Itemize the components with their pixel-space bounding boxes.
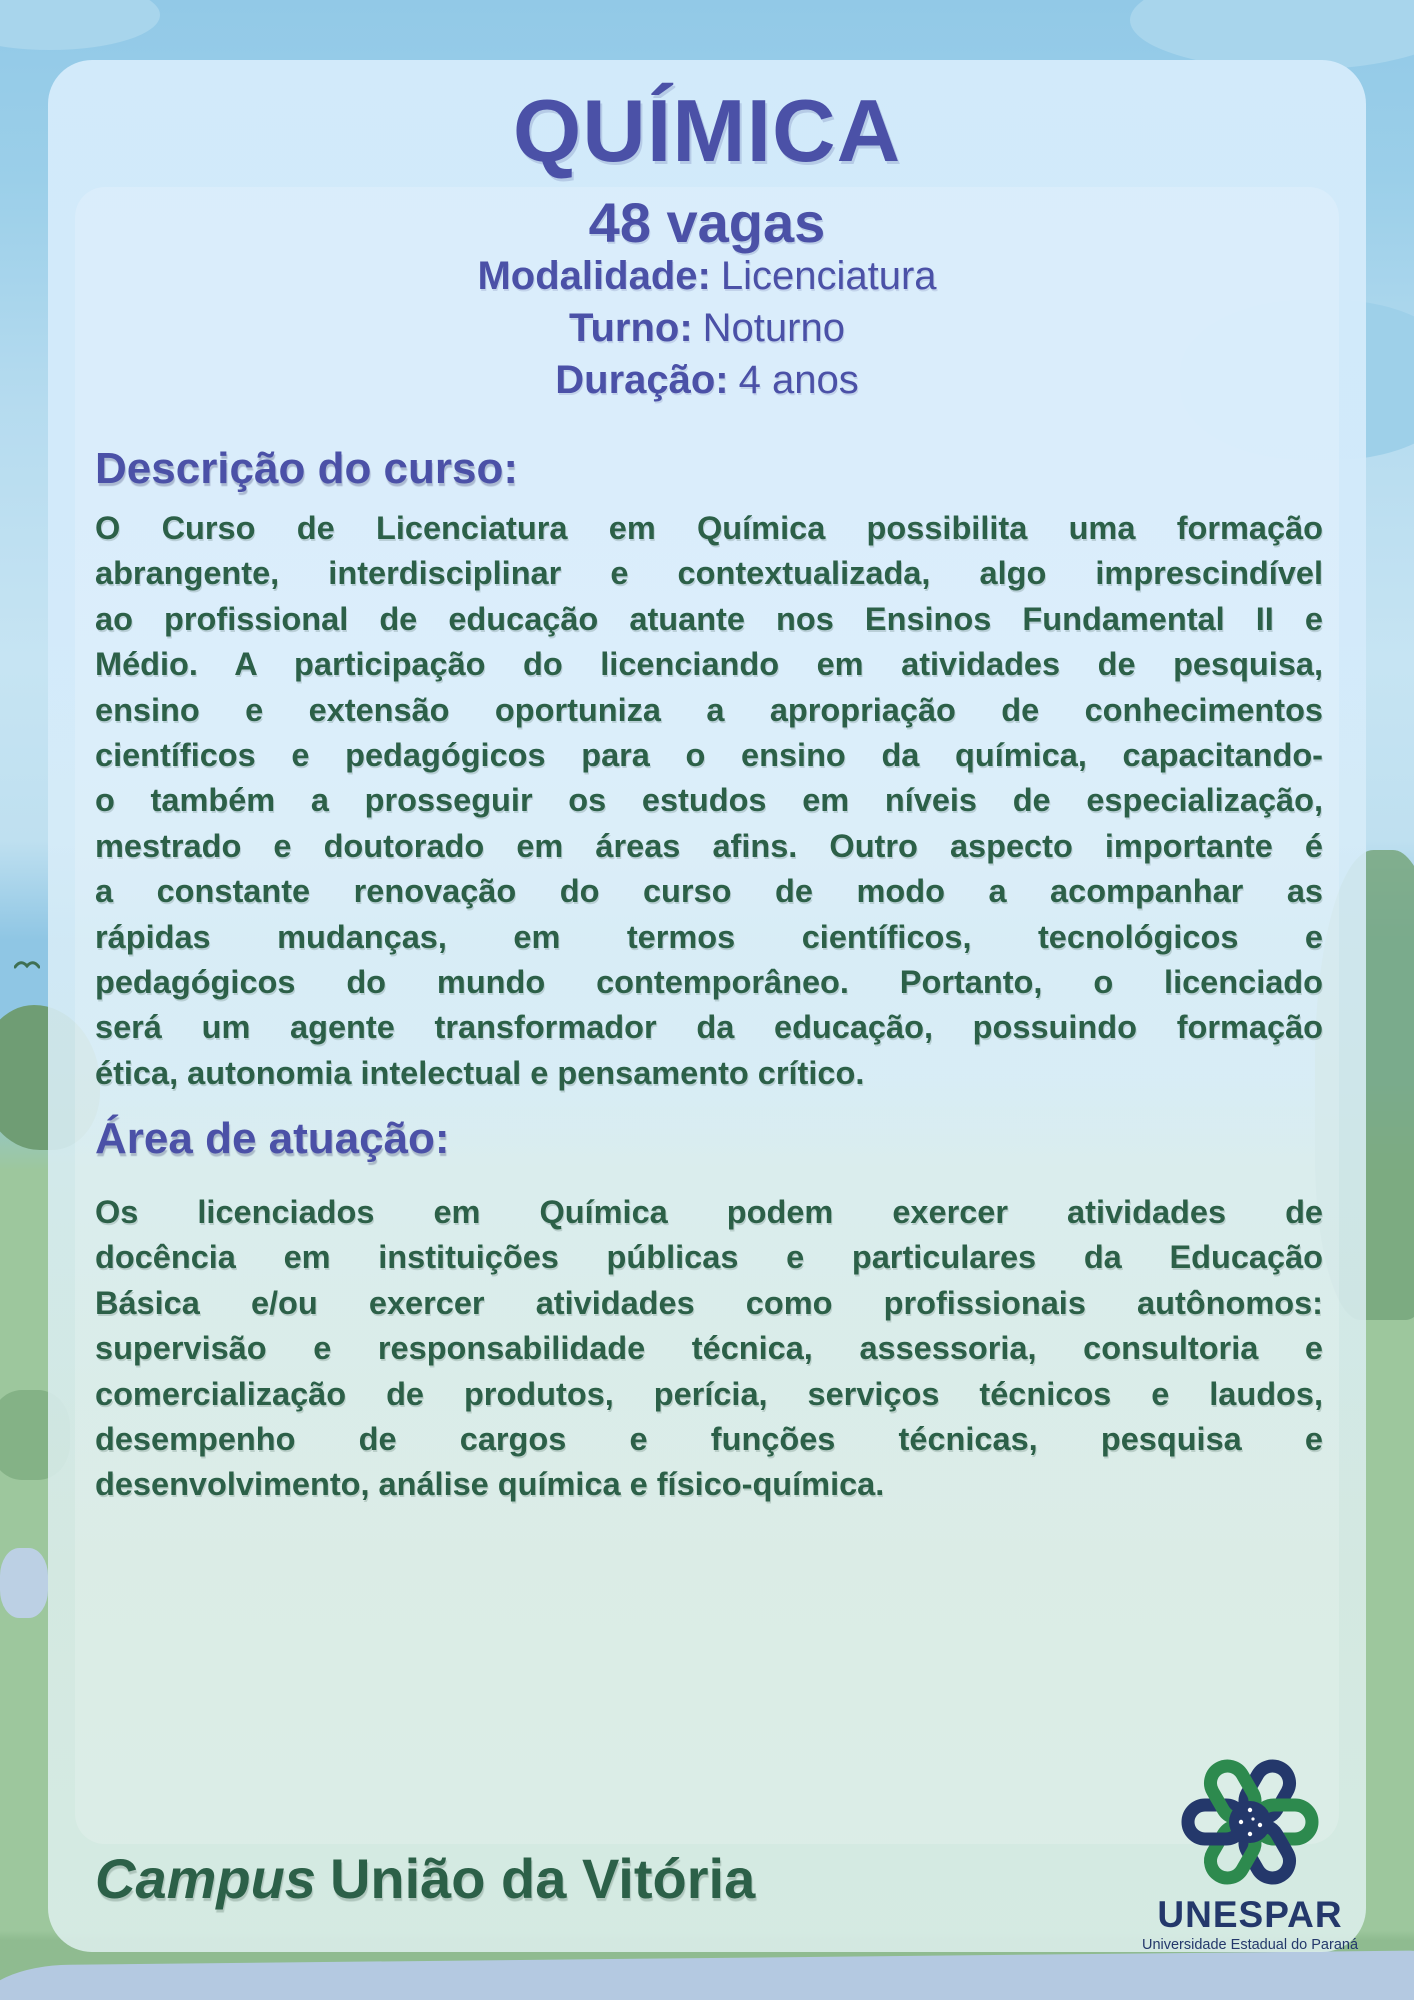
paragraph-line: comercialização de produtos, perícia, serviços técnicos e laudos, — [95, 1375, 1323, 1412]
watercolor-river — [0, 1548, 48, 1618]
paragraph-line: o também a prosseguir os estudos em níveis de especialização, — [95, 782, 1323, 819]
course-fields — [48, 250, 1366, 406]
poster-card — [48, 60, 1366, 1952]
paragraph-line: Médio. A participação do licenciando em atividades de pesquisa, — [95, 646, 1323, 683]
logo-subtitle: Universidade Estadual do Paraná — [1141, 1937, 1359, 1953]
paragraph-line: ética, autonomia intelectual e pensamento crítico. — [95, 1054, 865, 1091]
field-value: Noturno — [702, 306, 845, 350]
paragraph-line: supervisão e responsabilidade técnica, assessoria, consultoria e — [95, 1330, 1323, 1367]
paragraph-line: a constante renovação do curso de modo a acompanhar as — [95, 873, 1323, 910]
watercolor-cloud — [0, 0, 160, 50]
course-description-paragraph — [95, 506, 1323, 1096]
paragraph-line: ao profissional de educação atuante nos Ensinos Fundamental II e — [95, 600, 1323, 637]
watercolor-river — [0, 1950, 1414, 2000]
field-value: 4 anos — [738, 358, 859, 402]
paragraph-line: O Curso de Licenciatura em Química possibilita uma formação — [95, 510, 1323, 546]
paragraph-line: Os licenciados em Química podem exercer atividades de — [95, 1194, 1323, 1230]
logo-emblem-icon — [1180, 1752, 1320, 1892]
paragraph-line: desempenho de cargos e funções técnicas, pesquisa e — [95, 1421, 1323, 1458]
paragraph-line: abrangente, interdisciplinar e contextualizada, algo imprescindível — [95, 555, 1323, 592]
paragraph-line: desenvolvimento, análise química e físico-química. — [95, 1466, 885, 1503]
paragraph-line: docência em instituições públicas e particulares da Educação — [95, 1239, 1323, 1276]
course-title: QUÍMICA — [512, 81, 902, 180]
logo-wordmark: UNESPAR — [1157, 1894, 1343, 1935]
field-turno — [48, 302, 1366, 354]
section-heading-descricao: Descrição do curso: — [95, 444, 519, 493]
paragraph-line: pedagógicos do mundo contemporâneo. Portanto, o licenciado — [95, 964, 1323, 1001]
campus-label: Campus — [95, 1847, 316, 1910]
field-value: Licenciatura — [720, 254, 937, 298]
paragraph-line: será um agente transformador da educação, possuindo formação — [95, 1009, 1323, 1046]
bird-icon — [14, 958, 40, 970]
field-label: Duração: — [555, 358, 729, 402]
area-paragraph — [95, 1190, 1323, 1508]
field-label: Turno: — [569, 306, 693, 350]
paragraph-line: científicos e pedagógicos para o ensino da química, capacitando- — [95, 737, 1323, 774]
paragraph-line: Básica e/ou exercer atividades como profissionais autônomos: — [95, 1284, 1323, 1321]
campus-name: União da Vitória — [329, 1847, 756, 1910]
paragraph-line: rápidas mudanças, em termos científicos, tecnológicos e — [95, 918, 1323, 955]
campus-footer — [95, 1846, 755, 1911]
unespar-logo — [1120, 1752, 1380, 1953]
paragraph-line: ensino e extensão oportuniza a apropriação de conhecimentos — [95, 691, 1323, 728]
field-modalidade — [48, 250, 1366, 302]
field-duracao — [48, 354, 1366, 406]
vacancies-count: 48 vagas — [588, 191, 826, 254]
section-heading-area: Área de atuação: — [95, 1114, 450, 1163]
field-label: Modalidade: — [477, 254, 711, 298]
paragraph-line: mestrado e doutorado em áreas afins. Outro aspecto importante é — [95, 827, 1323, 864]
